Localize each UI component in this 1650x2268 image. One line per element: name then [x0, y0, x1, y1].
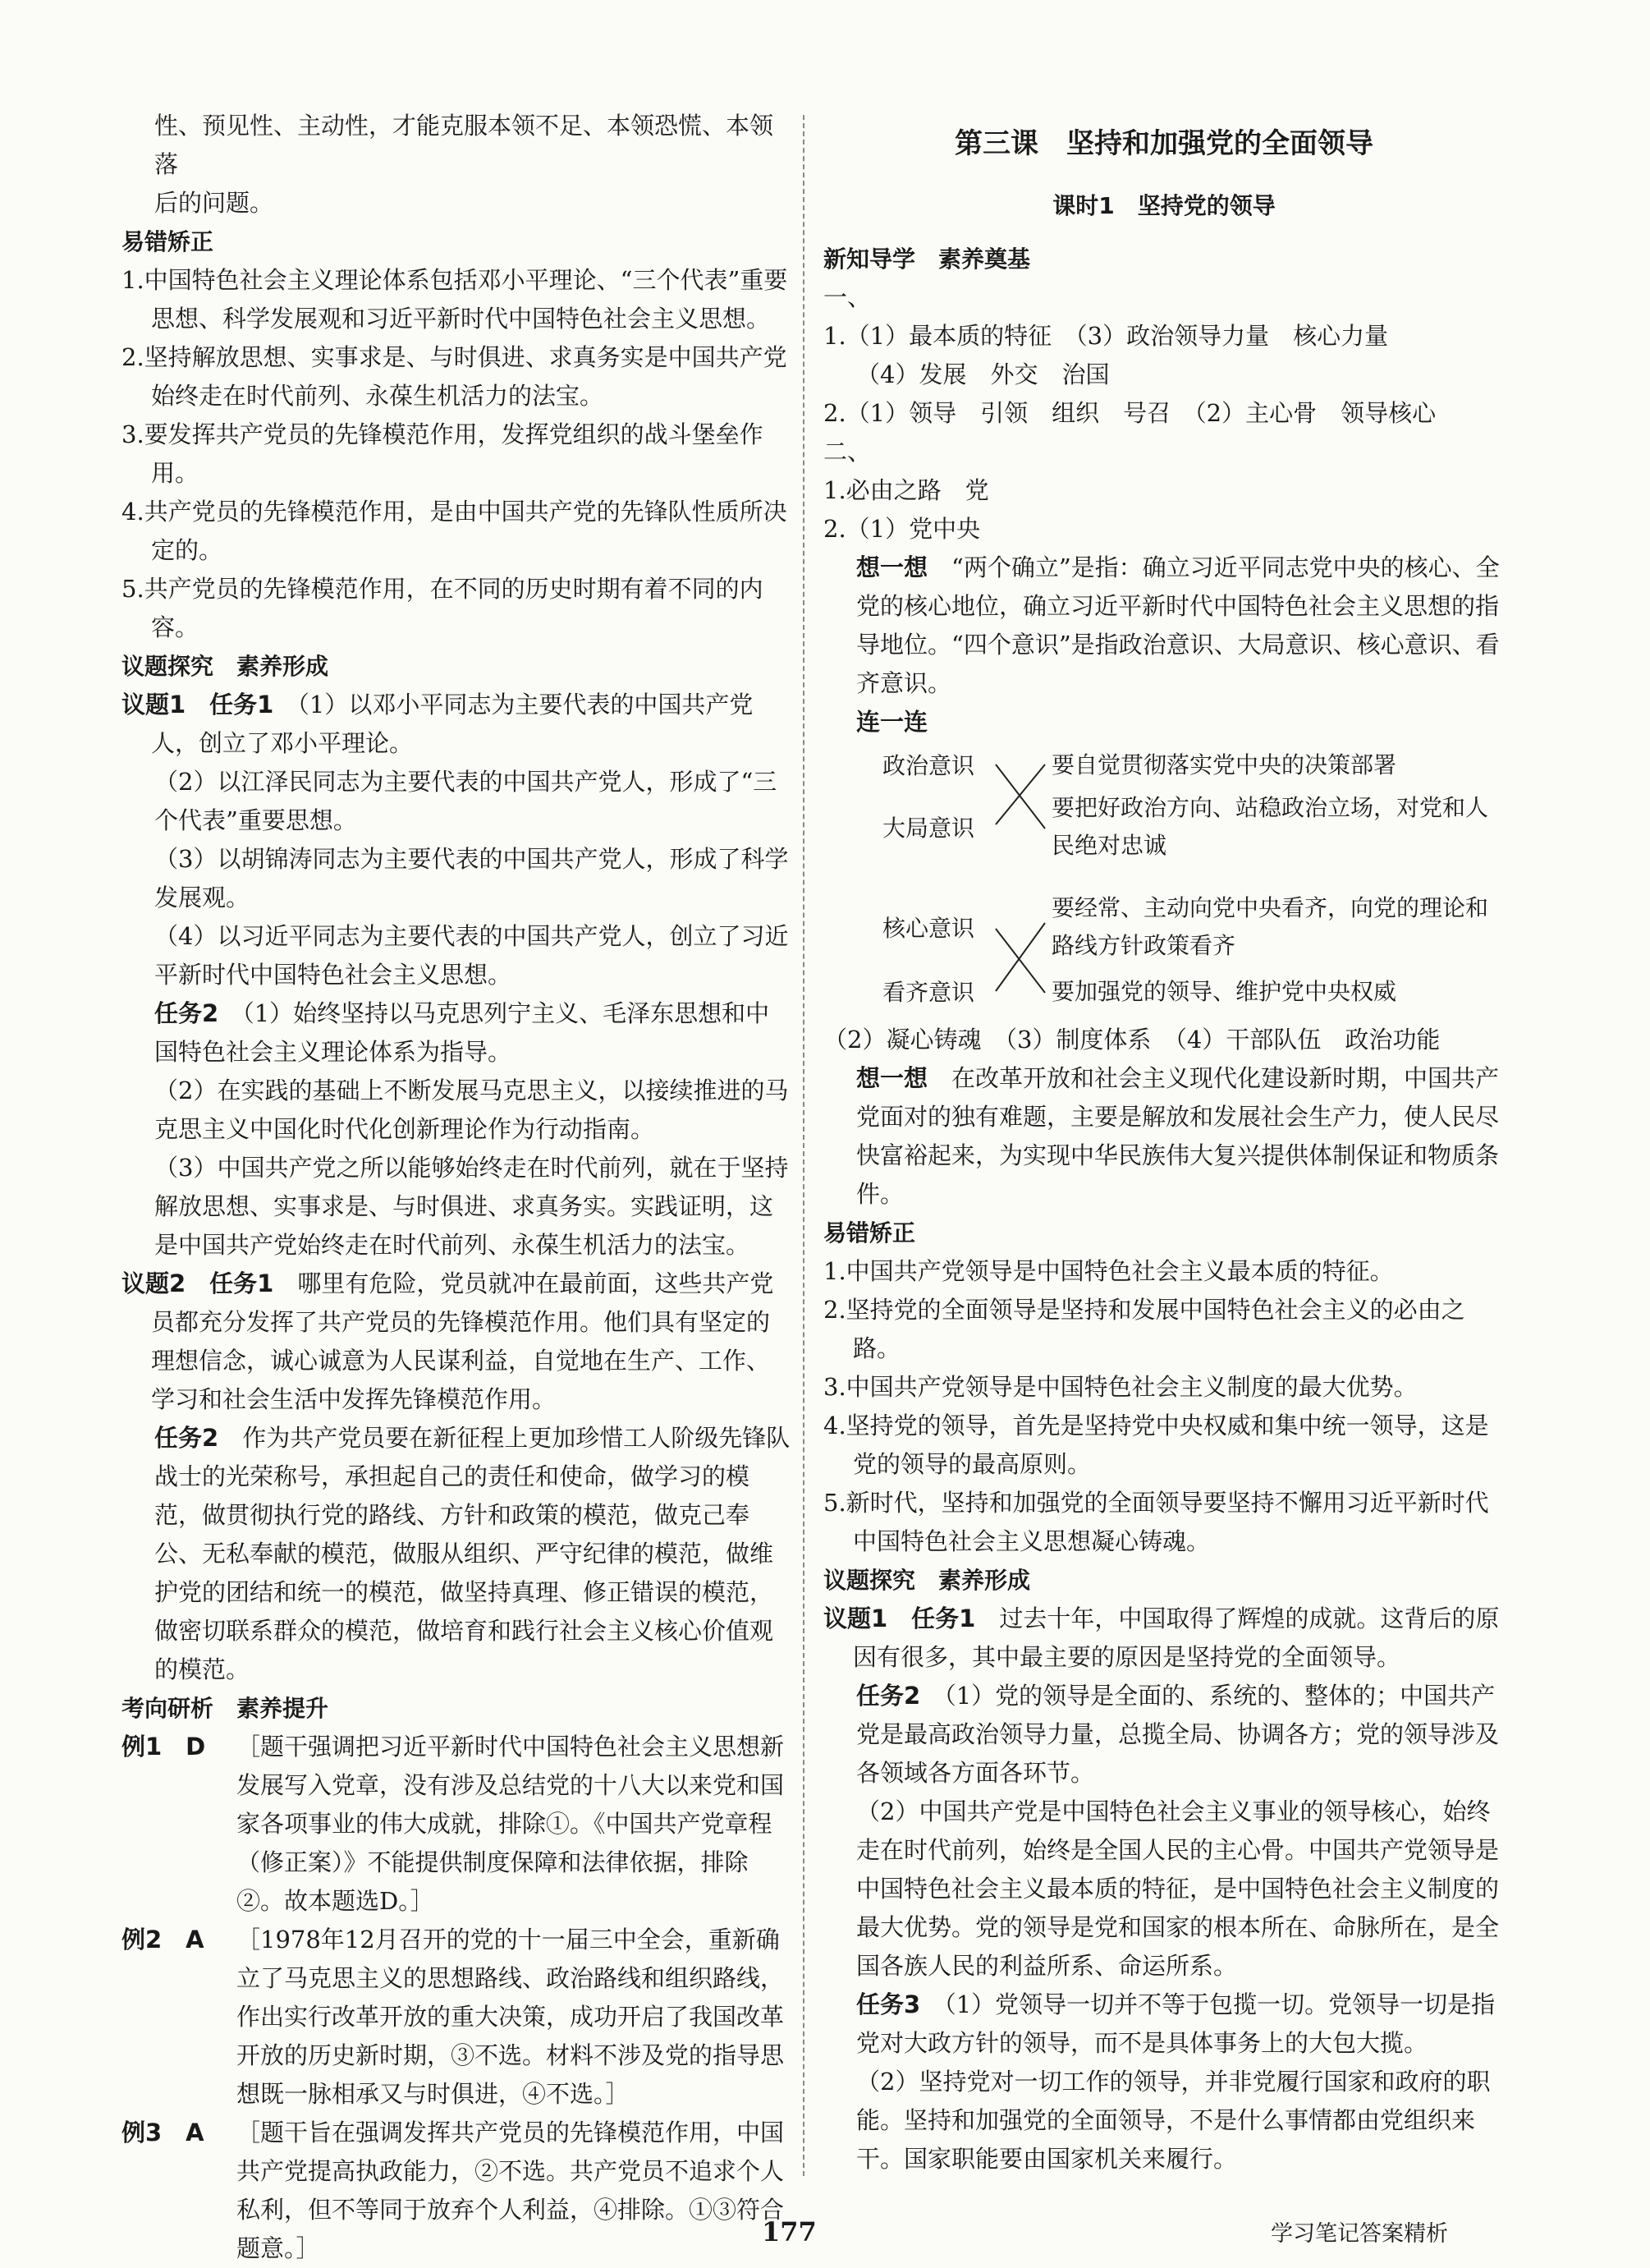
yiti1-task1-item-2: （2）以江泽民同志为主要代表的中国共产党人，形成了“三个代表”重要思想。 — [154, 768, 777, 834]
yicuo-item-3: 3.要发挥共产党员的先锋模范作用，发挥党组织的战斗堡垒作用。 — [121, 420, 763, 487]
yiti1-label: 议题1 任务1 — [121, 691, 274, 719]
r-task2-label: 任务2 — [856, 1682, 921, 1710]
r-task3-label: 任务3 — [856, 1990, 921, 2018]
s1-item-2: 2.（1）领导 引领 组织 号召 （2）主心骨 领导核心 — [823, 399, 1437, 427]
match-right-4: 要加强党的领导、维护党中央权威 — [1052, 978, 1397, 1005]
chapter-title: 第三课 坚持和加强党的全面领导 — [955, 127, 1373, 160]
r-yiti1-task1: 议题1 任务1 过去十年，中国取得了辉煌的成就。这背后的原因有很多，其中最主要的原因是坚持党的全面领导。 — [823, 1605, 1500, 1671]
page-number: 177 — [762, 2216, 817, 2247]
yiti-heading-right: 议题探究 素养形成 — [823, 1567, 1031, 1594]
r-yiti1-label: 议题1 任务1 — [823, 1605, 976, 1632]
matching-exercise — [823, 746, 1505, 1017]
lesson-title: 课时1 坚持党的领导 — [1052, 192, 1276, 219]
s1-item-1a: 1.（1）最本质的特征 （3）政治领导力量 核心力量 — [823, 322, 1389, 350]
r-task2-second: （2）中国共产党是中国特色社会主义事业的领导核心，始终走在时代前列，始终是全国人民的主心骨。中国共产党领导是中国特色社会主义最本质的特征，是中国特色社会主义制度的最大优势。党的领导是党和国家的根本所在、命脉所在，是全国各族人民的利益所系、命运所系。 — [856, 1797, 1500, 1980]
yicuo-r-item-1: 1.中国共产党领导是中国特色社会主义最本质的特征。 — [823, 1257, 1394, 1285]
task2-label-2: 任务2 — [154, 1424, 219, 1452]
right-column — [823, 107, 1505, 2178]
yiti2-label: 议题2 任务1 — [121, 1269, 274, 1297]
example-2 — [121, 1921, 791, 2114]
example-1-explanation: ［题干强调把习近平新时代中国特色社会主义思想新发展写入党章，没有涉及总结党的十八大以来党和国家各项事业的伟大成就，排除①。《中国共产党章程（修正案）》不能提供制度保障和法律依据，排除②。故本题选D。］ — [236, 1733, 785, 1915]
task2-label: 任务2 — [154, 999, 219, 1027]
yicuo-heading-right: 易错矫正 — [823, 1219, 916, 1246]
r-task2-first: 任务2 （1）党的领导是全面的、系统的、整体的；中国共产党是最高政治领导力量，总揽全局、协调各方；党的领导涉及各领域各方面各环节。 — [856, 1682, 1500, 1787]
s2-item-2b: （2）凝心铸魂 （3）制度体系 （4）干部队伍 政治功能 — [823, 1026, 1441, 1054]
yiti1-task2: 任务2 （1）始终坚持以马克思列宁主义、毛泽东思想和中国特色社会主义理论体系为指导。 — [154, 999, 770, 1066]
example-3-answer: 例3 A — [121, 2119, 204, 2146]
yicuo-r-item-3: 3.中国共产党领导是中国特色社会主义制度的最大优势。 — [823, 1373, 1418, 1401]
match-line-3 — [996, 929, 1045, 993]
match-right-1: 要自觉贯彻落实党中央的决策部署 — [1052, 751, 1397, 778]
example-1 — [121, 1728, 791, 1921]
s2-item-1: 1.必由之路 党 — [823, 476, 989, 504]
xinzhi-heading: 新知导学 素养奠基 — [823, 246, 1031, 273]
match-right-2: 要把好政治方向、站稳政治立场，对党和人民绝对忠诚 — [1052, 794, 1489, 859]
s2-item-2: 2.（1）党中央 — [823, 515, 981, 543]
column-divider — [803, 115, 804, 2176]
intro-line-2: 后的问题。 — [154, 189, 274, 217]
yiti1-task2-item-2: （2）在实践的基础上不断发展马克思主义，以接续推进的马克思主义中国化时代化创新理论作为行动指南。 — [154, 1077, 789, 1143]
match-left-2: 大局意识 — [882, 815, 975, 842]
yicuo-heading-left: 易错矫正 — [121, 228, 214, 255]
kaoxiang-heading: 考向研析 素养提升 — [121, 1695, 329, 1722]
match-left-4: 看齐意识 — [882, 979, 975, 1006]
yiti1-task1-item-4: （4）以习近平同志为主要代表的中国共产党人，创立了习近平新时代中国特色社会主义思想。 — [154, 922, 789, 989]
match-right-3: 要经常、主动向党中央看齐，向党的理论和路线方针政策看齐 — [1052, 894, 1489, 959]
lian-yi-lian-label: 连一连 — [856, 708, 928, 736]
left-column — [121, 107, 791, 2268]
match-line-4 — [996, 923, 1045, 991]
xiang-yi-xiang-1: 想一想 “两个确立”是指：确立习近平同志党中央的核心、全党的核心地位，确立习近平新时代中国特色社会主义思想的指导地位。“四个意识”是指政治意识、大局意识、核心意识、看齐意识。 — [856, 553, 1500, 697]
example-2-explanation: ［1978年12月召开的党的十一届三中全会，重新确立了马克思主义的思想路线、政治路线和组织路线，作出实行改革开放的重大决策，成功开启了我国改革开放的历史新时期，③不选。材料不涉及党的指导思想既一脉相承又与时俱进，④不选。］ — [236, 1926, 785, 2108]
yicuo-item-4: 4.共产党员的先锋模范作用，是由中国共产党的先锋队性质所决定的。 — [121, 498, 787, 564]
match-left-1: 政治意识 — [882, 752, 975, 779]
yicuo-r-item-2: 2.坚持党的全面领导是坚持和发展中国特色社会主义的必由之路。 — [823, 1296, 1465, 1362]
section-two: 二、 — [823, 438, 872, 466]
example-3-explanation: ［题干旨在强调发挥共产党员的先锋模范作用，中国共产党提高执政能力，②不选。共产党员不追求个人私利，但不等同于放弃个人利益，④排除。①③符合题意。］ — [236, 2119, 785, 2262]
match-left-3: 核心意识 — [882, 915, 975, 942]
yiti1-task1: 议题1 任务1 （1）以邓小平同志为主要代表的中国共产党人，创立了邓小平理论。 — [121, 691, 754, 757]
yiti2-task2: 任务2 作为共产党员要在新征程上更加珍惜工人阶级先锋队战士的光荣称号，承担起自己的责任和使命，做学习的模范，做贯彻执行党的路线、方针和政策的模范，做克己奉公、无私奉献的模范，做服从组织、严守纪律的模范，做维护党的团结和统一的模范，做坚持真理、修正错误的模范，做密切联系群众的模范，做培育和践行社会主义核心价值观的模范。 — [154, 1424, 791, 1683]
s1-item-1b: （4）发展 外交 治国 — [856, 360, 1110, 388]
xiang-label-1: 想一想 — [856, 553, 928, 581]
intro-line-1: 性、预见性、主动性，才能克服本领不足、本领恐慌、本领落 — [154, 112, 774, 178]
yiti1-task2-item-3: （3）中国共产党之所以能够始终走在时代前列，就在于坚持解放思想、实事求是、与时俱进、求真务实。实践证明，这是中国共产党始终走在时代前列、永葆生机活力的法宝。 — [154, 1154, 789, 1259]
yicuo-item-2: 2.坚持解放思想、实事求是、与时俱进、求真务实是中国共产党始终走在时代前列、永葆生机活力的法宝。 — [121, 343, 787, 410]
yicuo-r-item-4: 4.坚持党的领导，首先是坚持党中央权威和集中统一领导，这是党的领导的最高原则。 — [823, 1412, 1489, 1478]
xiang-label-2: 想一想 — [856, 1064, 928, 1092]
yiti1-task1-item-3: （3）以胡锦涛同志为主要代表的中国共产党人，形成了科学发展观。 — [154, 845, 789, 911]
example-1-answer: 例1 D — [121, 1733, 206, 1761]
example-3 — [121, 2114, 791, 2268]
r-task3-second: （2）坚持党对一切工作的领导，并非党履行国家和政府的职能。坚持和加强党的全面领导，不是什么事情都由党组织来干。国家职能要由国家机关来履行。 — [856, 2068, 1491, 2173]
yicuo-item-5: 5.共产党员的先锋模范作用，在不同的历史时期有着不同的内容。 — [121, 575, 763, 641]
yicuo-r-item-5: 5.新时代，坚持和加强党的全面领导要坚持不懈用习近平新时代中国特色社会主义思想凝心铸魂。 — [823, 1489, 1489, 1555]
example-2-answer: 例2 A — [121, 1926, 204, 1954]
r-task3-first: 任务3 （1）党领导一切并不等于包揽一切。党领导一切是指党对大政方针的领导，而不是具体事务上的大包大揽。 — [856, 1990, 1496, 2057]
yiti-heading-left: 议题探究 素养形成 — [121, 653, 329, 680]
yicuo-item-1: 1.中国特色社会主义理论体系包括邓小平理论、“三个代表”重要思想、科学发展观和习近平新时代中国特色社会主义思想。 — [121, 266, 788, 333]
yiti2-task1: 议题2 任务1 哪里有危险，党员就冲在最前面，这些共产党员都充分发挥了共产党员的先锋模范作用。他们具有坚定的理想信念，诚心诚意为人民谋利益，自觉地在生产、工作、学习和社会生活中发挥先锋模范作用。 — [121, 1269, 774, 1413]
footer-label: 学习笔记答案精析 — [1271, 2221, 1448, 2247]
xiang-yi-xiang-2: 想一想 在改革开放和社会主义现代化建设新时期，中国共产党面对的独有难题，主要是解放和发展社会生产力，使人民尽快富裕起来，为实现中华民族伟大复兴提供体制保证和物质条件。 — [856, 1064, 1500, 1208]
section-one: 一、 — [823, 283, 872, 311]
